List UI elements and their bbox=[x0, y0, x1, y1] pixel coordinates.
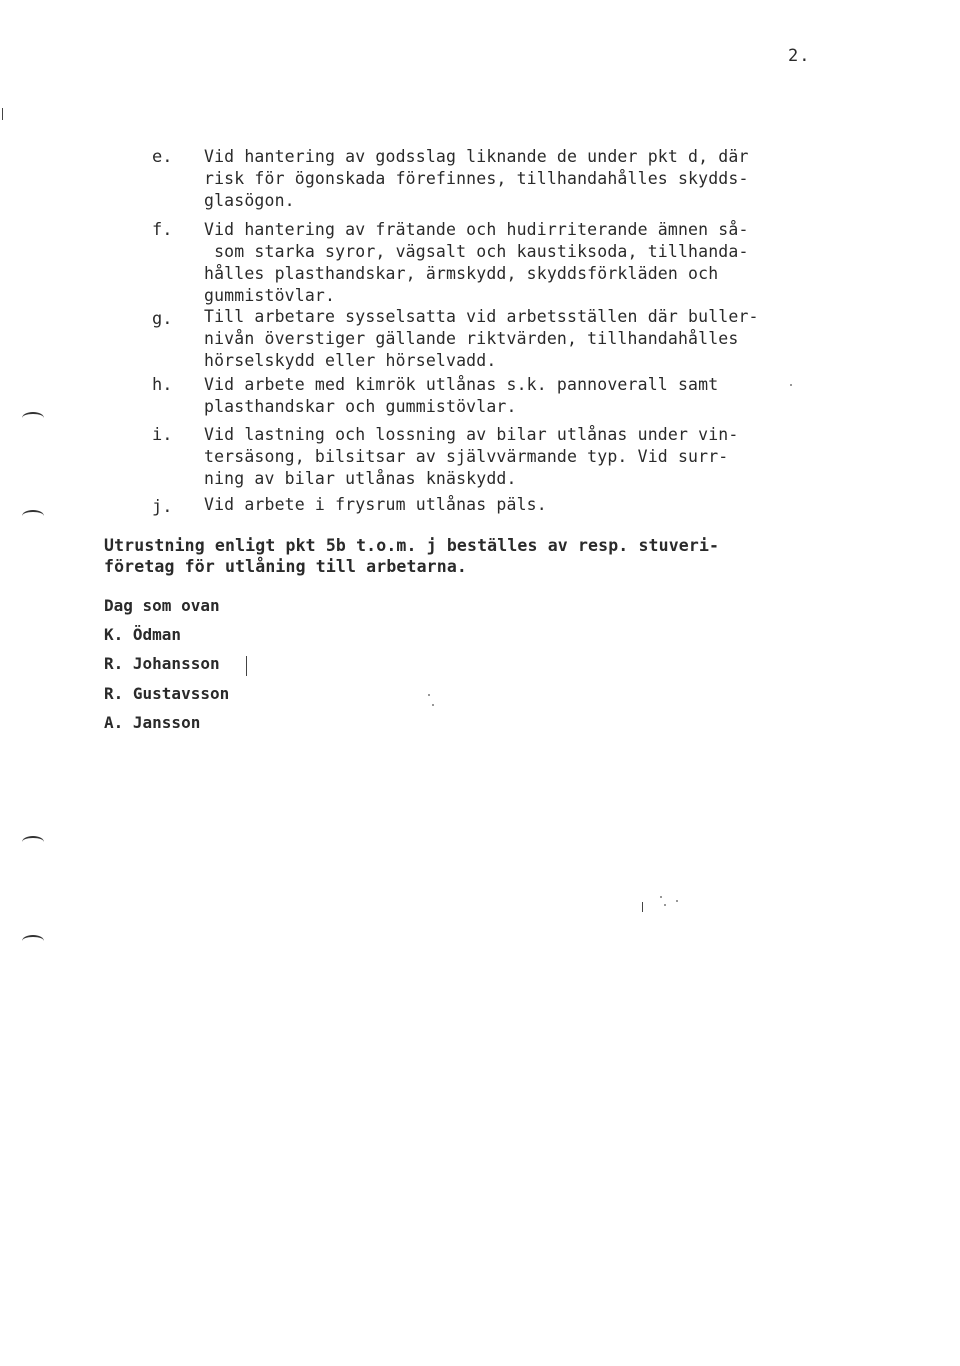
signature-name: K. Ödman bbox=[104, 625, 182, 644]
signature-heading: Dag som ovan bbox=[104, 596, 220, 615]
punch-mark bbox=[22, 412, 44, 424]
scan-dot bbox=[790, 384, 792, 386]
item-line: som starka syror, vägsalt och kaustiksoda, tillhanda- bbox=[204, 242, 749, 261]
closing-line: företag för utlåning till arbetarna. bbox=[104, 557, 468, 576]
item-line: Vid lastning och lossning av bilar utlånas under vin- bbox=[204, 425, 739, 444]
item-line: tersäsong, bilsitsar av självvärmande typ. Vid surr- bbox=[204, 447, 729, 466]
item-letter: i. bbox=[152, 425, 173, 445]
margin-tick bbox=[642, 902, 643, 912]
signature-name: A. Jansson bbox=[104, 713, 201, 732]
scan-dot bbox=[660, 896, 662, 898]
item-line: gummistövlar. bbox=[204, 286, 336, 305]
item-line: hålles plasthandskar, ärmskydd, skyddsförkläden och bbox=[204, 264, 719, 283]
signature-name: R. Johansson bbox=[104, 654, 220, 673]
margin-tick bbox=[2, 108, 3, 120]
item-letter: j. bbox=[152, 497, 173, 517]
scan-dot bbox=[432, 704, 434, 706]
scan-dot bbox=[428, 694, 430, 696]
signature-name: R. Gustavsson bbox=[104, 684, 230, 703]
item-letter: f. bbox=[152, 220, 173, 240]
item-letter: h. bbox=[152, 375, 173, 395]
punch-mark bbox=[22, 935, 44, 947]
item-line: Vid hantering av godsslag liknande de under pkt d, där bbox=[204, 147, 749, 166]
item-line: nivån överstiger gällande riktvärden, tillhandahålles bbox=[204, 329, 739, 348]
punch-mark bbox=[22, 836, 44, 848]
item-line: ning av bilar utlånas knäskydd. bbox=[204, 469, 517, 488]
item-line: Till arbetare sysselsatta vid arbetsställen där buller- bbox=[204, 307, 759, 326]
punch-mark bbox=[22, 510, 44, 522]
item-line: glasögon. bbox=[204, 191, 295, 210]
item-line: Vid arbete med kimrök utlånas s.k. pannoverall samt bbox=[204, 375, 719, 394]
scan-dot bbox=[676, 900, 678, 902]
page-number: 2. bbox=[788, 46, 811, 66]
item-line: plasthandskar och gummistövlar. bbox=[204, 397, 517, 416]
item-line: Vid hantering av frätande och hudirriterande ämnen så- bbox=[204, 220, 749, 239]
item-line: hörselskydd eller hörselvadd. bbox=[204, 351, 497, 370]
closing-line: Utrustning enligt pkt 5b t.o.m. j beställes av resp. stuveri- bbox=[104, 536, 720, 555]
margin-tick bbox=[246, 656, 247, 676]
item-letter: g. bbox=[152, 309, 173, 329]
item-line: risk för ögonskada förefinnes, tillhandahålles skydds- bbox=[204, 169, 749, 188]
item-letter: e. bbox=[152, 147, 173, 167]
item-line: Vid arbete i frysrum utlånas päls. bbox=[204, 495, 547, 514]
scan-dot bbox=[664, 904, 666, 906]
